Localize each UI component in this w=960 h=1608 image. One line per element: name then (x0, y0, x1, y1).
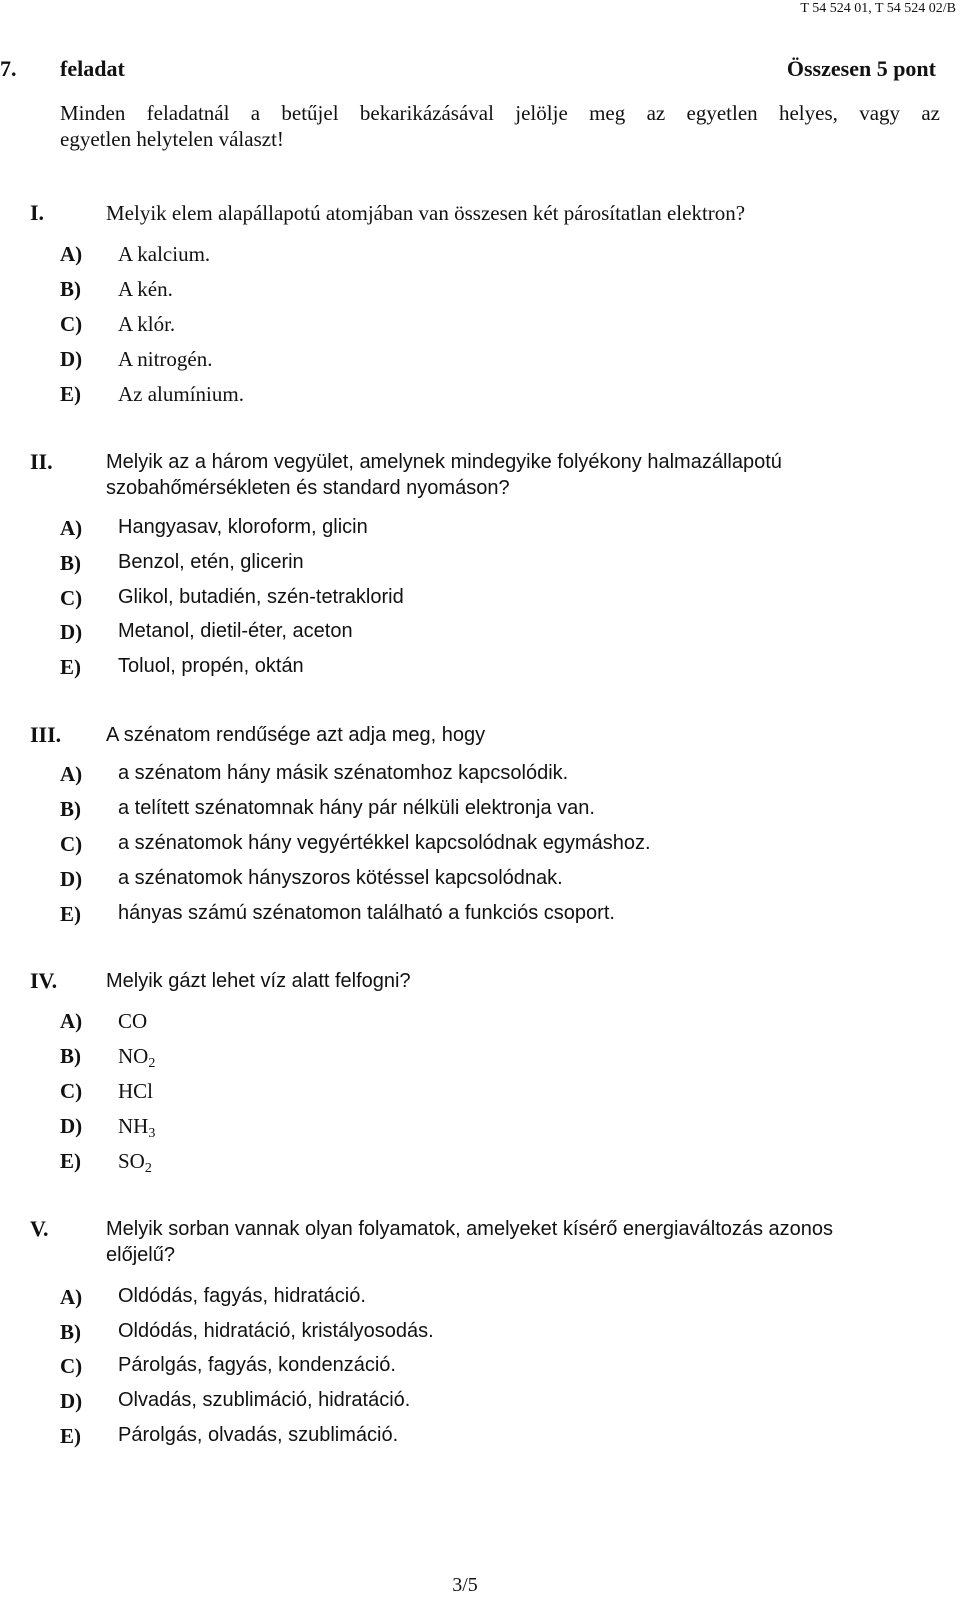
option-letter: D) (60, 620, 83, 644)
option-letter: E) (60, 655, 81, 679)
formula-base: CO (118, 1009, 148, 1033)
question-number: V. (30, 1216, 49, 1241)
option-letter: C) (60, 832, 83, 856)
option-3b[interactable] (0, 797, 940, 827)
option-text: a szénatom hány másik szénatomhoz kapcsolódik. (118, 762, 569, 784)
option-letter: B) (60, 1044, 81, 1068)
formula-base: NH (118, 1114, 149, 1138)
option-letter: A) (60, 1009, 83, 1033)
formula-base: SO (118, 1149, 145, 1173)
option-text: Párolgás, fagyás, kondenzáció. (118, 1354, 396, 1376)
option-text: a telített szénatomnak hány pár nélküli elektronja van. (118, 797, 595, 819)
option-letter: E) (60, 1149, 81, 1173)
formula (118, 1079, 153, 1104)
option-text: A kalcium. (118, 242, 211, 266)
formula (118, 1114, 155, 1139)
instructions-line-2: egyetlen helytelen választ! (60, 127, 284, 151)
option-3a[interactable] (0, 762, 940, 792)
question-text-line-1: Melyik sorban vannak olyan folyamatok, amelyeket kísérő energiaváltozás azonos (106, 1218, 834, 1240)
question-text-line-1: Melyik az a három vegyület, amelynek mindegyike folyékony halmazállapotú (106, 451, 782, 473)
option-text: Oldódás, hidratáció, kristályosodás. (118, 1320, 434, 1342)
option-letter: A) (60, 516, 83, 540)
question-number: IV. (30, 968, 58, 993)
option-3c[interactable] (0, 832, 940, 862)
question-number: II. (30, 449, 53, 474)
task-title: feladat (60, 56, 125, 81)
option-2e[interactable] (0, 655, 940, 685)
option-4b[interactable] (0, 1044, 940, 1074)
question-text: Melyik gázt lehet víz alatt felfogni? (106, 970, 411, 992)
question-text: Melyik elem alapállapotú atomjában van összesen két párosítatlan elektron? (106, 201, 746, 225)
option-5c[interactable] (0, 1354, 940, 1384)
instructions-line-1: Minden feladatnál a betűjel bekarikázásával jelölje meg az egyetlen helyes, vagy az (60, 101, 940, 125)
option-letter: C) (60, 312, 83, 336)
formula (118, 1149, 152, 1174)
option-4c[interactable] (0, 1079, 940, 1109)
option-letter: D) (60, 347, 83, 371)
question-number: III. (30, 722, 62, 747)
formula-base: NO (118, 1044, 149, 1068)
formula-subscript: 3 (148, 1126, 156, 1141)
document-code: T 54 524 01, T 54 524 02/B (800, 1, 956, 16)
option-letter: E) (60, 382, 81, 406)
question-text-line-2: szobahőmérsékleten és standard nyomáson? (106, 477, 510, 499)
option-letter: B) (60, 797, 81, 821)
option-1d[interactable] (0, 347, 940, 377)
option-text: Hangyasav, kloroform, glicin (118, 516, 368, 538)
option-text: A klór. (118, 312, 176, 336)
option-text: Benzol, etén, glicerin (118, 551, 304, 573)
option-3d[interactable] (0, 867, 940, 897)
option-text: Glikol, butadién, szén-tetraklorid (118, 586, 404, 608)
formula-subscript: 2 (144, 1161, 152, 1176)
option-letter: C) (60, 1079, 83, 1103)
option-letter: E) (60, 902, 81, 926)
option-1c[interactable] (0, 312, 940, 342)
option-letter: A) (60, 762, 83, 786)
option-4a[interactable] (0, 1009, 940, 1039)
option-5d[interactable] (0, 1389, 940, 1419)
formula (118, 1044, 155, 1069)
question-text (106, 1216, 936, 1268)
option-letter: C) (60, 1354, 83, 1378)
option-text: A nitrogén. (118, 347, 213, 371)
instructions (60, 100, 940, 152)
page-number: 3/5 (452, 1574, 478, 1596)
formula (118, 1009, 147, 1034)
option-letter: A) (60, 242, 83, 266)
option-text: a szénatomok hány vegyértékkel kapcsolódnak egymáshoz. (118, 832, 651, 854)
option-letter: A) (60, 1285, 83, 1309)
option-letter: D) (60, 867, 83, 891)
option-text: a szénatomok hányszoros kötéssel kapcsolódnak. (118, 867, 563, 889)
question-number: I. (30, 200, 45, 225)
option-letter: E) (60, 1424, 81, 1448)
option-1b[interactable] (0, 277, 940, 307)
task-number: 7. (0, 56, 17, 81)
option-letter: B) (60, 1320, 81, 1344)
option-5e[interactable] (0, 1424, 940, 1454)
option-5b[interactable] (0, 1320, 940, 1350)
option-text: Toluol, propén, oktán (118, 655, 304, 677)
option-4d[interactable] (0, 1114, 940, 1144)
option-1a[interactable] (0, 242, 940, 272)
option-letter: C) (60, 586, 83, 610)
option-letter: D) (60, 1389, 83, 1413)
option-2a[interactable] (0, 516, 940, 546)
option-text: Párolgás, olvadás, szublimáció. (118, 1424, 399, 1446)
option-1e[interactable] (0, 382, 940, 412)
task-points: Összesen 5 pont (786, 56, 936, 81)
option-text: Metanol, dietil-éter, aceton (118, 620, 353, 642)
option-text: Oldódás, fagyás, hidratáció. (118, 1285, 366, 1307)
option-text: Olvadás, szublimáció, hidratáció. (118, 1389, 411, 1411)
option-3e[interactable] (0, 902, 940, 932)
question-text-line-2: előjelű? (106, 1244, 175, 1266)
option-letter: B) (60, 551, 81, 575)
option-letter: D) (60, 1114, 83, 1138)
option-2b[interactable] (0, 551, 940, 581)
question-text: A szénatom rendűsége azt adja meg, hogy (106, 724, 486, 746)
formula-base: HCl (118, 1079, 154, 1103)
option-letter: B) (60, 277, 81, 301)
option-text: A kén. (118, 277, 173, 301)
formula-subscript: 2 (148, 1056, 156, 1071)
option-text: Az alumínium. (118, 382, 244, 406)
option-4e[interactable] (0, 1149, 940, 1179)
option-2c[interactable] (0, 586, 940, 616)
option-text: hányas számú szénatomon található a funkciós csoport. (118, 902, 615, 924)
option-5a[interactable] (0, 1285, 940, 1315)
option-2d[interactable] (0, 620, 940, 650)
question-text (106, 449, 936, 501)
